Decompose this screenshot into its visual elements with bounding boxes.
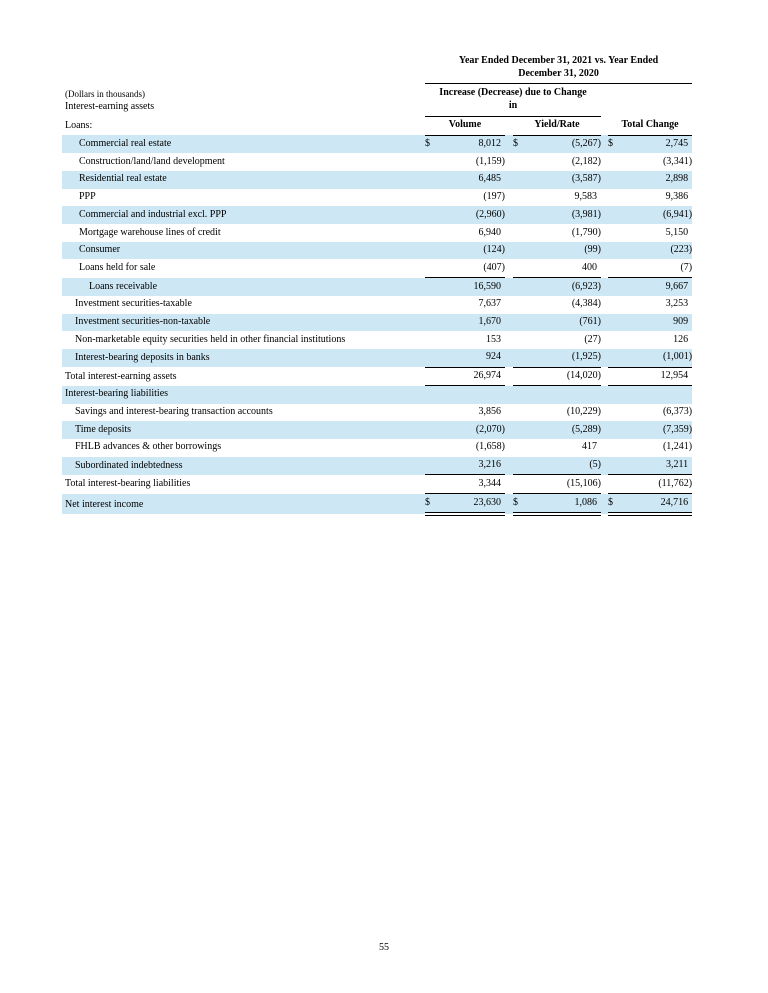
dollar-sign-cell (608, 457, 622, 475)
value-cell: (223) (670, 244, 693, 256)
value-cell: 3,216 (439, 457, 505, 475)
value-cell: (761) (579, 316, 601, 328)
dollar-sign-cell (425, 224, 439, 242)
dollar-sign-cell (608, 331, 622, 349)
dollar-sign-cell (513, 242, 527, 260)
dollar-sign-cell (608, 349, 622, 367)
header-spacer (62, 54, 425, 84)
value-cell: 3,344 (439, 475, 505, 494)
value-cell: (27) (584, 333, 601, 345)
column-gap (601, 457, 608, 475)
value-cell: (14,020) (527, 367, 601, 386)
value-cell: (2,960) (475, 208, 505, 220)
dollar-sign-cell (608, 189, 622, 207)
row-label: Total interest-earning assets (65, 370, 177, 382)
value-cell: (1,790) (571, 226, 601, 238)
dollar-sign-cell (513, 457, 527, 475)
value-cell: 3,211 (622, 457, 692, 475)
table-row (62, 404, 692, 422)
column-gap (601, 475, 608, 494)
value-cell: (15,106) (527, 475, 601, 494)
dollar-sign-cell: $ (425, 494, 439, 514)
value-cell: 16,590 (473, 280, 501, 292)
row-label: Mortgage warehouse lines of credit (79, 226, 221, 238)
dollar-sign-cell: $ (513, 138, 518, 150)
dollar-sign-cell (513, 189, 527, 207)
row-label: Investment securities-non-taxable (75, 316, 211, 328)
table-row (62, 349, 692, 367)
value-cell: 2,898 (665, 173, 689, 185)
table-row (62, 189, 692, 207)
table-row (62, 457, 692, 475)
value-cell: (11,762) (622, 475, 692, 494)
value-cell: 24,716 (622, 494, 692, 514)
dollar-sign-cell (608, 153, 622, 171)
column-gap (601, 242, 608, 260)
column-gap (505, 171, 513, 189)
dollar-sign-cell (513, 278, 527, 296)
column-gap (505, 457, 513, 475)
col-header-volume: Volume (425, 116, 505, 135)
table-row (62, 278, 692, 296)
value-cell: 126 (673, 333, 689, 345)
year-header-line1: Year Ended December 31, 2021 vs. Year Ended (458, 55, 659, 66)
dollar-sign-cell (608, 367, 622, 386)
column-gap (505, 494, 513, 514)
year-header-line2: December 31, 2020 (518, 67, 599, 79)
column-gap (505, 421, 513, 439)
increase-decrease-line2: in (508, 100, 518, 112)
dollar-sign-cell (425, 278, 439, 296)
value-cell: (7,359) (662, 423, 693, 435)
column-gap (505, 349, 513, 367)
section-spacer (425, 386, 692, 404)
dollar-sign-cell (425, 421, 439, 439)
value-cell: 6,940 (478, 226, 501, 238)
table-row (62, 153, 692, 171)
value-cell: 5,150 (665, 226, 689, 238)
dollar-sign-cell (425, 296, 439, 314)
value-cell: 3,253 (665, 298, 689, 310)
column-gap (601, 206, 608, 224)
column-gap (505, 135, 513, 153)
col-header-yield-rate: Yield/Rate (513, 116, 601, 135)
value-cell: 909 (673, 316, 689, 328)
row-label: PPP (79, 191, 96, 203)
table-row (62, 386, 692, 404)
row-label: Loans held for sale (79, 262, 156, 274)
row-label: Commercial and industrial excl. PPP (79, 208, 227, 220)
value-cell: (1,658) (475, 441, 505, 453)
dollar-sign-cell: $ (608, 494, 622, 514)
table-row (62, 331, 692, 349)
increase-decrease-line1: Increase (Decrease) due to Change (439, 87, 587, 99)
value-cell: 12,954 (622, 367, 692, 386)
dollar-sign-cell (425, 314, 439, 332)
column-gap (601, 404, 608, 422)
value-cell: 23,630 (439, 494, 505, 514)
value-cell: (2,182) (571, 155, 601, 167)
interest-earning-assets-label: Interest-earning assets (65, 101, 155, 113)
column-gap (505, 296, 513, 314)
value-cell: (3,981) (571, 208, 601, 220)
dollar-sign-cell (513, 421, 527, 439)
table-row (62, 224, 692, 242)
column-gap (505, 331, 513, 349)
column-gap (601, 296, 608, 314)
dollar-sign-cell: $ (513, 494, 527, 514)
value-cell: (6,373) (662, 406, 693, 418)
column-gap (601, 135, 608, 153)
column-gap (601, 421, 608, 439)
value-cell: (5,267) (571, 138, 601, 150)
row-label: Loans receivable (89, 280, 158, 292)
year-header-row (62, 54, 692, 84)
loans-label: Loans: (65, 119, 93, 131)
row-label: Net interest income (65, 498, 144, 510)
column-gap (601, 439, 608, 457)
value-cell: 153 (486, 333, 501, 345)
column-gap (601, 331, 608, 349)
column-gap (505, 189, 513, 207)
column-gap (505, 259, 513, 277)
dollar-sign-cell (608, 224, 622, 242)
column-header-row (62, 116, 692, 135)
value-cell: (2,070) (475, 423, 505, 435)
value-cell: (10,229) (566, 406, 601, 418)
dollar-sign-cell: $ (608, 138, 613, 150)
table-row (62, 475, 692, 494)
page-number: 55 (379, 942, 389, 953)
table-row (62, 421, 692, 439)
table-row (62, 242, 692, 260)
row-label: Interest-bearing deposits in banks (75, 351, 210, 363)
column-gap (601, 278, 608, 296)
dollar-sign-cell (513, 224, 527, 242)
row-label: Residential real estate (79, 173, 167, 185)
column-gap (505, 242, 513, 260)
value-cell: (4,384) (571, 298, 601, 310)
value-cell: 9,667 (665, 280, 689, 292)
value-cell: 6,485 (478, 173, 501, 185)
column-gap (505, 278, 513, 296)
dollar-sign-cell (608, 475, 622, 494)
dollar-sign-cell (513, 404, 527, 422)
dollar-sign-cell (608, 439, 622, 457)
year-header (425, 54, 692, 84)
dollar-sign-cell (513, 296, 527, 314)
dollar-sign-cell (513, 367, 527, 386)
value-cell: 1,670 (478, 316, 501, 328)
dollar-sign-cell (425, 404, 439, 422)
table-row (62, 135, 692, 153)
table-body (62, 135, 692, 514)
row-label: Investment securities-taxable (75, 298, 192, 310)
table-row (62, 367, 692, 386)
column-gap (601, 494, 608, 514)
dollar-sign-cell (608, 242, 622, 260)
dollar-sign-cell (425, 189, 439, 207)
value-cell: 924 (439, 349, 505, 367)
value-cell: 26,974 (439, 367, 505, 386)
dollar-sign-cell (513, 259, 527, 277)
dollar-sign-cell (608, 259, 622, 277)
value-cell: (7) (622, 259, 692, 277)
header-gap (601, 116, 608, 135)
dollar-sign-cell (425, 206, 439, 224)
dollar-sign-cell (425, 331, 439, 349)
dollar-sign-cell (425, 367, 439, 386)
value-cell: 2,745 (665, 138, 689, 150)
dollar-sign-cell (513, 349, 527, 367)
column-gap (505, 475, 513, 494)
column-gap (505, 153, 513, 171)
dollar-sign-cell (608, 296, 622, 314)
dollar-sign-cell (425, 349, 439, 367)
table-row (62, 494, 692, 514)
column-gap (601, 189, 608, 207)
column-gap (601, 224, 608, 242)
dollar-sign-cell (513, 206, 527, 224)
dollar-sign-cell (425, 259, 439, 277)
dollar-sign-cell (425, 242, 439, 260)
value-cell: (3,587) (571, 173, 601, 185)
row-label: Savings and interest-bearing transaction accounts (75, 406, 273, 418)
value-cell: 8,012 (478, 138, 501, 150)
col-header-total-change: Total Change (608, 116, 692, 135)
value-cell: (197) (483, 191, 505, 203)
value-cell: 400 (527, 259, 601, 277)
value-cell: (3,341) (662, 155, 693, 167)
dollar-sign-cell (608, 314, 622, 332)
dollar-sign-cell: $ (425, 138, 430, 150)
column-gap (505, 404, 513, 422)
header-gap (505, 116, 513, 135)
row-label: Construction/land/land development (79, 155, 225, 167)
row-label: Non-marketable equity securities held in other financial institutions (75, 333, 346, 345)
column-gap (601, 314, 608, 332)
dollar-sign-cell (425, 153, 439, 171)
column-gap (505, 224, 513, 242)
dollar-sign-cell (513, 314, 527, 332)
left-note-cell (62, 84, 425, 116)
dollar-sign-cell (608, 404, 622, 422)
table-row (62, 314, 692, 332)
table-row (62, 171, 692, 189)
value-cell: (124) (483, 244, 505, 256)
row-label: Commercial real estate (79, 138, 172, 150)
row-label: Time deposits (75, 423, 132, 435)
column-gap (505, 367, 513, 386)
row-label: FHLB advances & other borrowings (75, 441, 222, 453)
row-label: Interest-bearing liabilities (65, 388, 169, 400)
row-label: Consumer (79, 244, 121, 256)
value-cell: 3,856 (478, 406, 501, 418)
dollars-in-thousands-note: (Dollars in thousands) (65, 89, 145, 100)
value-cell: (1,925) (527, 349, 601, 367)
value-cell: 417 (582, 441, 597, 453)
value-cell: (407) (439, 259, 505, 277)
dollar-sign-cell (608, 171, 622, 189)
value-cell: (1,159) (475, 155, 505, 167)
column-gap (505, 314, 513, 332)
value-cell: 1,086 (527, 494, 601, 514)
column-gap (601, 259, 608, 277)
column-gap (505, 439, 513, 457)
dollar-sign-cell (608, 206, 622, 224)
header-spacer (608, 84, 692, 116)
table-row (62, 439, 692, 457)
dollar-sign-cell (608, 421, 622, 439)
table-row (62, 296, 692, 314)
value-cell: (5) (527, 457, 601, 475)
row-label: Subordinated indebtedness (75, 459, 183, 471)
value-cell: (5,289) (571, 423, 601, 435)
table-row (62, 259, 692, 277)
dollar-sign-cell (425, 475, 439, 494)
dollar-sign-cell (425, 457, 439, 475)
value-cell: (99) (584, 244, 601, 256)
dollar-sign-cell (608, 278, 622, 296)
dollar-sign-cell (513, 171, 527, 189)
value-cell: 9,583 (574, 191, 597, 203)
subheader-row (62, 84, 692, 116)
value-cell: (1,241) (662, 441, 693, 453)
column-gap (601, 349, 608, 367)
column-gap (601, 367, 608, 386)
value-cell: (1,001) (622, 349, 692, 367)
dollar-sign-cell (513, 439, 527, 457)
value-cell: (6,923) (571, 280, 601, 292)
column-gap (601, 171, 608, 189)
value-cell: (6,941) (662, 208, 693, 220)
dollar-sign-cell (513, 153, 527, 171)
row-label: Total interest-bearing liabilities (65, 478, 191, 490)
column-gap (505, 206, 513, 224)
value-cell: 7,637 (478, 298, 501, 310)
rate-volume-table (62, 54, 692, 516)
dollar-sign-cell (425, 171, 439, 189)
column-gap (601, 153, 608, 171)
dollar-sign-cell (425, 439, 439, 457)
table-row (62, 206, 692, 224)
dollar-sign-cell (513, 331, 527, 349)
header-gap (601, 84, 608, 116)
value-cell: 9,386 (665, 191, 689, 203)
dollar-sign-cell (513, 475, 527, 494)
increase-decrease-header (425, 84, 601, 116)
